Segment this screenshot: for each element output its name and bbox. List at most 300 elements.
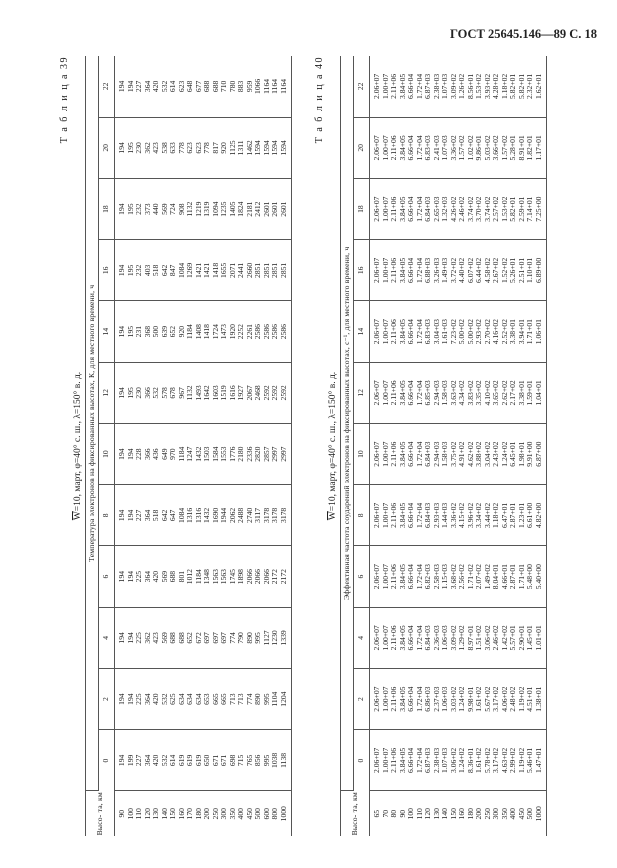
table-39-caption: Температура электронов на фиксированных высотах, К, для местного времени, ч [86,56,99,791]
table-cell: 652 [185,632,194,644]
hour-header: 0 [354,730,370,791]
table-cell: 642 [159,264,169,277]
table-cell: 194 [117,448,126,460]
table-cell: 6.45+01 [508,441,517,467]
table-cell: 2180 [236,446,245,462]
table-cell: 436 [151,448,160,460]
table-cell: 2.06+07 [372,564,381,590]
table-cell: 765 [244,754,254,767]
table-cell: 569 [159,632,169,644]
table-cell: 665 [219,693,228,705]
table-cell: 2066 [253,569,262,585]
table-cell: 2.11+06 [389,73,398,99]
value-column [370,179,547,240]
table-cell: 2.67+02 [491,257,500,283]
table-cell: 1.15+03 [440,564,449,590]
table-cell: 4.51+01 [525,686,534,712]
table-cell: 1138 [278,752,288,768]
value-column [370,117,547,178]
table-cell: 3.84+05 [397,257,407,283]
table-cell: 1.72+04 [414,564,424,590]
table-cell: 4.62+02 [465,441,475,467]
table-cell: 2336 [244,446,254,462]
table-cell: 2.06+07 [372,380,381,406]
table-cell: 2.11+06 [389,564,398,590]
value-column [115,485,292,546]
table-cell: 6.61+00 [525,502,534,528]
table-cell: 2.06+07 [372,625,381,651]
table-cell: 1230 [270,630,279,646]
table-cell: 3.04+02 [482,441,492,467]
table-cell: 1269 [185,262,194,278]
table-cell: 1164 [270,78,279,94]
table-cell: 1.61+02 [474,686,483,712]
table-cell: 3.09+02 [448,625,458,651]
table-cell: 2.11+06 [389,319,398,345]
table-cell: 6.82+03 [423,564,432,590]
table-cell: 194 [117,142,126,154]
table-cell: 2.41+03 [431,135,441,161]
table-cell: 5.82+01 [516,73,526,99]
table-cell: 1418 [202,324,211,340]
table-cell: 6.66+04 [406,135,415,161]
table-cell: 5.46+01 [525,747,534,773]
table-cell: 194 [117,632,126,644]
table-cell: 774 [227,632,237,644]
table-cell: 890 [244,632,254,644]
table-cell: 1127 [261,630,271,646]
table-cell: 2820 [253,446,262,462]
table-cell: 6.84+03 [423,625,432,651]
table-cell: 3178 [270,507,279,523]
table-cell: 688 [210,80,220,93]
table-cell: 228 [134,448,143,460]
hour-header: 22 [354,56,370,117]
table-cell: 1.24+02 [457,747,466,773]
table-cell: 4.66+01 [499,564,509,590]
hour-header: 22 [99,56,115,117]
table-cell: 5.26+01 [508,257,517,283]
table-cell: 856 [253,754,262,767]
height-value: 800 [270,808,279,820]
table-cell: 2.52+02 [499,319,509,345]
table-cell: 1745 [227,569,237,585]
table-cell: 3.06+02 [482,625,492,651]
table-cell: 2066 [261,569,271,585]
table-cell: 195 [125,264,135,277]
table-cell: 194 [125,632,135,644]
table-cell: 8.56+01 [465,73,475,99]
table-cell: 3.74+02 [482,196,492,222]
table-cell: 648 [185,80,194,93]
table-cell: 2.57+02 [491,196,500,222]
hour-header: 20 [99,117,115,178]
table-cell: 995 [253,632,262,644]
value-column [370,546,547,607]
table-39-block [58,56,292,836]
table-cell: 639 [159,325,169,338]
table-cell: 420 [151,570,160,583]
table-cell: 1.42+02 [499,625,509,651]
table-cell: 1.72+04 [414,73,424,99]
height-value: 170 [185,808,194,820]
table-cell: 373 [142,203,152,215]
table-cell: 2468 [253,385,262,401]
table-cell: 1094 [210,201,220,217]
height-value: 120 [423,808,432,820]
table-cell: 6.89+00 [533,257,543,283]
table-cell: 1.29+02 [457,625,466,651]
table-cell: 778 [176,142,186,154]
table-cell: 3.84+05 [397,196,407,222]
height-value: 350 [499,808,509,820]
table-cell: 3.66+02 [491,135,500,161]
table-cell: 5.78+02 [482,747,492,773]
table-cell: 194 [125,570,135,583]
height-value: 100 [125,808,135,820]
table-cell: 1503 [202,446,211,462]
table-cell: 500 [151,325,160,338]
table-cell: 2071 [227,262,237,278]
table-cell: 2851 [278,262,288,278]
table-cell: 1553 [219,446,228,462]
table-cell: 532 [151,387,160,399]
table-cell: 619 [185,754,194,767]
table-cell: 2412 [253,201,262,217]
height-value: 500 [525,808,534,820]
table-cell: 2592 [270,385,279,401]
height-value: 90 [117,809,126,818]
table-cell: 1.07+03 [440,135,449,161]
table-cell: 420 [151,693,160,705]
table-cell: 2181 [244,201,254,217]
table-cell: 1.45+01 [525,625,534,651]
value-column [115,362,292,423]
table-cell: 6.66+04 [406,196,415,222]
table-cell: 1.04+01 [533,380,543,406]
table-cell: 2261 [244,324,254,340]
table-cell: 2.11+06 [389,625,398,651]
table-cell: 1184 [176,446,186,462]
table-cell: 1432 [193,446,203,462]
table-cell: 6.83+03 [423,135,432,161]
table-cell: 2252 [236,324,245,340]
table-cell: 1.44+03 [440,502,449,528]
table-cell: 194 [117,325,126,338]
table-cell: 538 [159,142,169,154]
table-cell: 3.84+05 [397,686,407,712]
table-cell: 8.04+01 [491,564,500,590]
table-cell: 2488 [236,507,245,523]
table-cell: 4.82+00 [533,502,543,528]
table-cell: 3.74+02 [465,196,475,222]
table-cell: 2851 [253,262,262,278]
table-cell: 2.46+02 [457,196,466,222]
table-cell: 3178 [278,507,288,523]
table-cell: 2997 [270,446,279,462]
table-cell: 5.03+02 [482,135,492,161]
table-cell: 2.11+06 [389,257,398,283]
hour-header: 8 [99,485,115,546]
table-cell: 970 [168,448,177,460]
height-value: 140 [440,808,449,820]
table-cell: 2172 [270,569,279,585]
table-40-label: Т а б л и ц а 40 [314,56,325,144]
height-value: 120 [142,808,152,820]
table-cell: 1.47+01 [533,747,543,773]
hour-header: 12 [99,362,115,423]
table-cell: 5.00+02 [465,319,475,345]
height-value: 300 [219,808,228,820]
table-39 [85,56,292,836]
table-cell: 653 [202,693,211,705]
table-cell: 1.00+07 [380,747,390,773]
table-cell: 995 [261,754,271,767]
value-column [115,669,292,730]
table-cell: 1.07+03 [440,747,449,773]
table-cell: 1724 [210,324,220,340]
table-cell: 2.94+03 [431,380,441,406]
table-cell: 1.00+07 [380,73,390,99]
table-39-label: Т а б л и ц а 39 [59,56,70,144]
height-value: 65 [372,809,381,818]
table-cell: 1.72+04 [414,502,424,528]
table-cell: 6.07+02 [465,257,475,283]
hour-header: 14 [354,301,370,362]
table-cell: 3.26+03 [431,257,441,283]
table-cell: 1311 [236,140,245,156]
table-cell: 569 [159,570,169,583]
table-cell: 5.82+01 [508,196,517,222]
table-cell: 6.66+04 [406,380,415,406]
table-cell: 1084 [176,507,186,523]
table-cell: 1.06+03 [440,625,449,651]
table-cell: 3.17+02 [491,747,500,773]
value-column [370,730,547,791]
table-cell: 9.91+00 [525,441,534,467]
table-cell: 3.34+02 [474,502,483,528]
table-cell: 715 [236,754,245,767]
table-cell: 1.26+02 [457,73,466,99]
table-cell: 6.66+04 [406,564,415,590]
table-cell: 1.72+04 [414,135,424,161]
table-cell: 671 [210,754,220,767]
table-cell: 3.72+02 [448,257,458,283]
table-cell: 1316 [185,507,194,523]
table-39-title-wbar: $\overline{W}$ [73,511,83,521]
table-cell: 3.36+02 [448,135,458,161]
table-cell: 6.47+01 [499,502,509,528]
table-body-row [370,56,547,836]
table-cell: 1944 [219,507,228,523]
table-cell: 959 [244,80,254,93]
value-column [370,240,547,301]
table-cell: 1.07+03 [440,73,449,99]
table-cell: 3.44+02 [482,502,492,528]
table-cell: 3.04+03 [431,319,441,345]
table-cell: 2062 [227,507,237,523]
table-cell: 724 [168,203,177,215]
table-cell: 780 [227,80,237,93]
table-cell: 6.84+03 [423,196,432,222]
table-cell: 2740 [244,507,254,523]
table-cell: 9.98+01 [465,686,475,712]
table-cell: 2.93+02 [474,319,483,345]
hour-header: 2 [354,669,370,730]
table-cell: 1.00+07 [380,257,390,283]
table-cell: 625 [168,693,177,705]
table-cell: 2.38+03 [431,747,441,773]
table-cell: 1421 [202,262,211,278]
table-cell: 920 [176,325,186,338]
table-cell: 1.72+04 [414,686,424,712]
table-cell: 1.32+03 [440,196,449,222]
table-cell: 1339 [278,630,288,646]
table-cell: 633 [168,142,177,154]
table-cell: 2.32+01 [525,73,534,99]
table-cell: 3.84+05 [397,380,407,406]
table-cell: 2660 [244,262,254,278]
table-cell: 1.10+01 [525,257,534,283]
table-cell: 2.11+06 [389,747,398,773]
value-column [115,424,292,485]
table-cell: 2.38+03 [431,73,441,99]
table-cell: 6.66+04 [406,625,415,651]
table-cell: 1594 [261,140,271,156]
table-cell: 817 [210,142,220,154]
table-cell: 2.87+01 [508,564,517,590]
table-cell: 227 [134,754,143,767]
table-cell: 1316 [193,507,203,523]
height-value: 500 [253,808,262,820]
table-cell: 569 [159,203,169,215]
height-value: 160 [176,808,186,820]
table-cell: 6.66+04 [406,257,415,283]
table-cell: 1.38+01 [533,686,543,712]
table-cell: 2.99+02 [508,747,517,773]
table-cell: 2586 [261,324,271,340]
table-cell: 688 [168,632,177,644]
table-cell: 6.66+04 [406,747,415,773]
table-cell: 1.00+07 [380,135,390,161]
table-cell: 2.11+06 [389,135,398,161]
table-cell: 423 [151,632,160,644]
table-cell: 3.84+05 [397,135,407,161]
table-cell: 3.84+05 [397,564,407,590]
table-cell: 1.53+02 [499,196,509,222]
table-cell: 1.72+04 [414,196,424,222]
table-cell: 4.34+02 [457,380,466,406]
table-cell: 6.87+00 [533,441,543,467]
table-cell: 2.56+02 [457,564,466,590]
table-cell: 194 [117,754,126,767]
table-cell: 1.52+02 [499,257,509,283]
table-cell: 227 [134,80,143,93]
table-cell: 1563 [210,569,220,585]
table-cell: 4.15+02 [457,502,466,528]
table-cell: 3.83+02 [465,380,475,406]
table-39-title-rest: =10, март, φ=40° с. ш., λ=150° в. д. [73,371,83,512]
table-cell: 688 [168,570,177,583]
table-cell: 2.11+06 [389,380,398,406]
table-cell: 2.94+03 [431,441,441,467]
table-cell: 1616 [227,385,237,401]
table-cell: 518 [151,509,160,522]
hour-header: 18 [354,179,370,240]
table-cell: 1.06+03 [440,686,449,712]
table-cell: 2.06+07 [372,196,381,222]
hour-header: 2 [99,669,115,730]
table-cell: 4.10+02 [482,380,492,406]
table-body-row [115,56,292,836]
table-cell: 3.84+05 [397,625,407,651]
hour-header: 0 [99,730,115,791]
table-cell: 1204 [278,691,288,707]
table-cell: 1.00+07 [380,686,390,712]
table-cell: 532 [159,80,169,93]
table-cell: 2601 [261,201,271,217]
height-value: 110 [134,808,143,820]
value-column [115,117,292,178]
value-column [115,240,292,301]
table-cell: 801 [176,570,186,583]
table-cell: 1.00+07 [380,564,390,590]
table-cell: 1319 [202,201,211,217]
height-value: 80 [389,809,398,818]
table-cell: 1.59+01 [525,380,534,406]
table-cell: 1462 [244,140,254,156]
table-cell: 2066 [244,569,254,585]
height-value: 180 [193,808,203,820]
table-cell: 5.67+02 [482,686,492,712]
table-cell: 713 [227,693,237,705]
table-cell: 364 [142,754,152,767]
table-cell: 2.06+07 [372,686,381,712]
table-cell: 6.66+04 [406,319,415,345]
table-cell: 3.38+01 [508,319,517,345]
table-cell: 2.93+03 [431,502,441,528]
table-cell: 619 [193,754,203,767]
table-cell: 9.86+01 [474,135,483,161]
height-value: 300 [491,808,500,820]
table-cell: 2.70+02 [482,319,492,345]
height-value: 350 [227,808,237,820]
table-cell: 2601 [270,201,279,217]
table-39-title [71,56,85,836]
table-cell: 1418 [210,262,220,278]
value-column [115,607,292,668]
table-cell: 623 [185,142,194,154]
height-value: 250 [482,808,492,820]
table-40-title-wbar: $\overline{W}$ [328,511,338,521]
table-cell: 6.87+03 [423,747,432,773]
table-cell: 697 [202,632,211,644]
table-cell: 227 [134,509,143,522]
table-cell: 194 [117,264,126,277]
table-cell: 194 [125,509,135,522]
table-cell: 440 [151,203,160,215]
hour-header: 12 [354,362,370,423]
table-cell: 1.57+02 [499,135,509,161]
table-cell: 1.72+04 [414,380,424,406]
table-cell: 774 [244,693,254,705]
value-column [115,301,292,362]
table-cell: 713 [236,693,245,705]
table-cell: 1.17+01 [533,135,543,161]
table-cell: 1164 [278,78,288,94]
table-cell: 3.84+05 [397,747,407,773]
table-cell: 1.00+07 [380,502,390,528]
